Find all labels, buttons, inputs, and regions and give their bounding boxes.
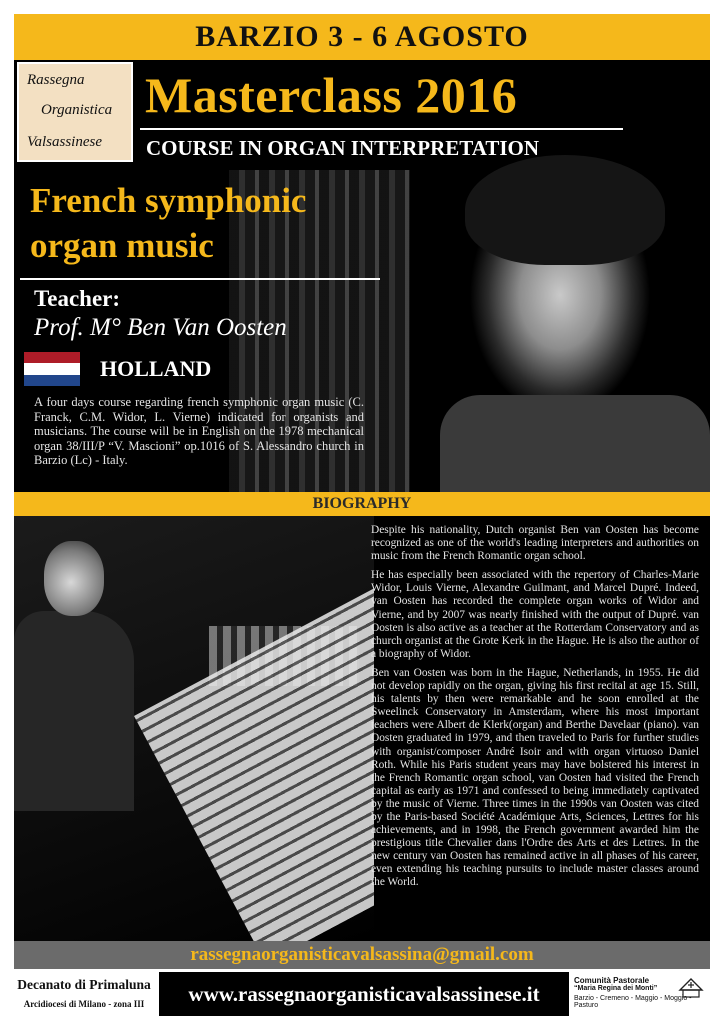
course-description: A four days course regarding french symphonic organ music (C. Franck, C.M. Widor, L. Vierne) indicated for organists and musicians. The course will be in English on the 1978 mechanical organ 38/III/P “V. Mascioni” op.1016 of S. Alessandro church in Barzio (Lc) - Italy. [34,395,364,467]
divider [20,278,380,280]
footer [14,969,710,1024]
teacher-portrait-image [410,145,710,492]
divider [140,128,623,130]
biography-paragraph: Ben van Oosten was born in the Hague, Netherlands, in 1955. He did not develop rapidly on the organ, giving his first recital at age 15. Still, his talents by then were remarkable and he soon enrolled at the Sweelinck Conservatory in Amsterdam, where his most important teachers were Albert de Klerk(organ) and Berthe Davelaar (piano). van Oosten graduated in 1979, and then traveled to Paris for further studies with organist/composer André Isoir and with organ virtuoso Daniel Roth. While his Paris student years may have bolstered his interest in the French Romantic organ school, van Oosten had visited the French capital as early as 1971 and confessed to being immediately captivated by the music of Vierne. Three times in the 1990s van Oosten was cited by the Paris-based Société Académique Arts, Sciences, Lettres for his achievements, and in 1998, the French government awarded him the prestigious title Chevalier dans l'Ordre des Arts et des Lettres. In the new century van Oosten has remained active in all phases of his career, even extending his teaching pursuits to include master classes around the World. [371,666,699,889]
netherlands-flag-icon [24,352,80,386]
logo-line-1: Rassegna [27,72,85,88]
rassegna-logo [17,62,133,162]
decanato-logo: Decanato di Primaluna Arcidiocesi di Milano - zona III [17,977,151,1009]
email-link[interactable]: rassegnaorganisticavalsassina@gmail.com [190,944,534,965]
website-box [159,972,569,1016]
logo-line-2: Organistica [41,102,113,118]
teacher-name: Prof. M° Ben Van Oosten [34,314,287,341]
church-icon [678,978,704,998]
biography-heading: BIOGRAPHY [14,492,710,516]
biography-paragraph: He has especially been associated with the repertory of Charles-Marie Widor, Louis Vierne, Alexandre Guilmant, and Marcel Dupré. Indeed, van Oosten has recorded the complete organ works of Widor and Vierne, and by 2007 was nearly finished with the output of Dupré. van Oosten is also active as a teacher at the Rotterdam Conservatory and as church organist at the Grote Kerk in the Hague. He is also the author of a biography of Widor. [371,569,699,660]
biography-paragraph: Despite his nationality, Dutch organist Ben van Oosten has become recognized as one of the world's leading interpreters and authorities on music from the French Romantic organ school. [371,524,699,563]
page-title: Masterclass 2016 [145,67,518,123]
date-banner: BARZIO 3 - 6 AGOSTO [14,14,710,60]
logo-line-3: Valsassinese [27,134,102,150]
biography-section [14,516,710,941]
website-link[interactable]: www.rassegnaorganisticavalsassinese.it [188,981,540,1006]
page-subtitle: COURSE IN ORGAN INTERPRETATION [146,136,540,160]
teacher-label: Teacher: [34,286,121,311]
teacher-country: HOLLAND [100,356,212,381]
comunita-pastorale-logo: Comunità Pastorale “Maria Regina dei Monti” Barzio - Cremeno - Maggio - Moggio - Pasturo [570,972,710,1020]
course-title: French symphonic organ music [30,181,307,265]
teacher-at-organ-image [14,516,374,941]
email-bar [14,941,710,969]
biography-text [371,524,699,896]
